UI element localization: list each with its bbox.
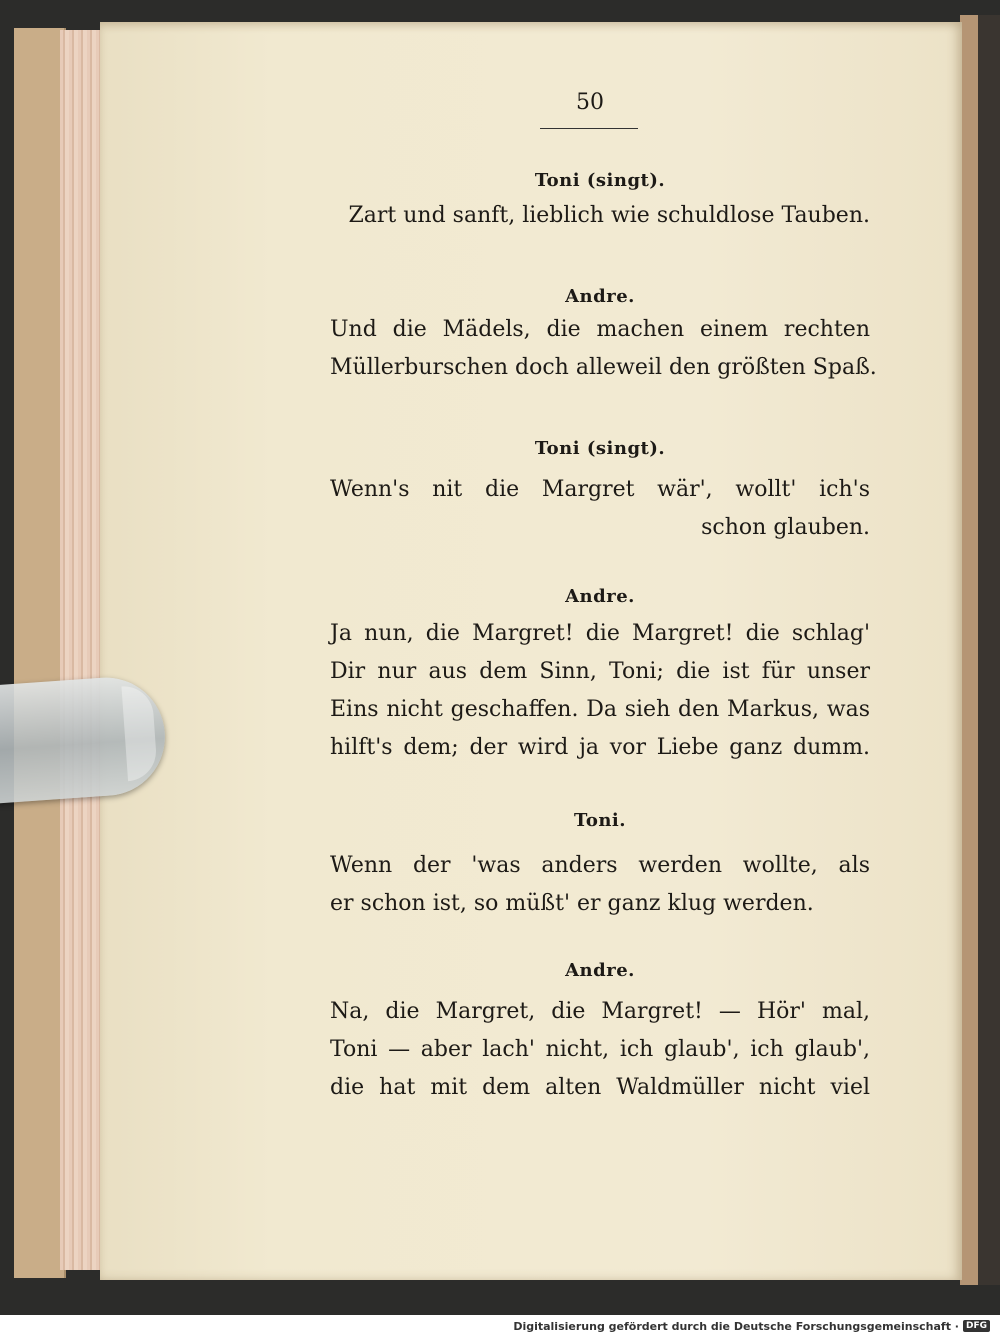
- dialogue-line: hilft's dem; der wird ja vor Liebe ganz dumm.: [330, 735, 870, 760]
- book-page: [100, 22, 962, 1280]
- dialogue-line: Eins nicht geschaffen. Da sieh den Markus, was: [330, 697, 870, 722]
- dialogue-line: Wenn's nit die Margret wär', wollt' ich's: [330, 477, 870, 502]
- dialogue-block: [330, 960, 870, 1107]
- book-cover-spine: [14, 28, 66, 1278]
- speaker-label: Toni.: [573, 810, 627, 831]
- speaker-label: Toni (singt).: [534, 438, 666, 459]
- dialogue-line: Müllerburschen doch alleweil den größten Spaß.: [330, 355, 877, 380]
- speaker-label: Toni (singt).: [534, 170, 666, 191]
- credit-text: Digitalisierung gefördert durch die Deutsche Forschungsgemeinschaft ·: [513, 1319, 959, 1333]
- page-stack-edge: [60, 30, 105, 1270]
- digitization-credit: [513, 1318, 990, 1334]
- speaker-label: Andre.: [565, 286, 635, 307]
- dialogue-line: Toni — aber lach' nicht, ich glaub', ich glaub',: [330, 1037, 870, 1062]
- scan-edge-right: [978, 15, 1000, 1285]
- dialogue-block: [330, 286, 877, 387]
- dialogue-block: [330, 438, 870, 547]
- dialogue-block: [330, 586, 870, 767]
- page-number: 50: [576, 90, 604, 115]
- dialogue-line: Dir nur aus dem Sinn, Toni; die ist für unser: [330, 659, 870, 684]
- dialogue-line: Ja nun, die Margret! die Margret! die schlag': [330, 621, 870, 646]
- dialogue-block: [330, 170, 870, 235]
- dialogue-line: Zart und sanft, lieblich wie schuldlose Tauben.: [348, 203, 870, 228]
- speaker-label: Andre.: [565, 586, 635, 607]
- dfg-logo: DFG: [963, 1320, 990, 1332]
- dialogue-line: Und die Mädels, die machen einem rechten: [330, 317, 870, 342]
- page-number-rule: [540, 128, 638, 129]
- dialogue-block: [330, 810, 870, 923]
- dialogue-line: Na, die Margret, die Margret! — Hör' mal,: [330, 999, 870, 1024]
- dialogue-line: er schon ist, so müßt' er ganz klug werden.: [330, 891, 814, 916]
- speaker-label: Andre.: [565, 960, 635, 981]
- dialogue-line: die hat mit dem alten Waldmüller nicht viel: [330, 1075, 870, 1100]
- dialogue-line: Wenn der 'was anders werden wollte, als: [330, 853, 870, 878]
- dialogue-line: schon glauben.: [701, 515, 870, 540]
